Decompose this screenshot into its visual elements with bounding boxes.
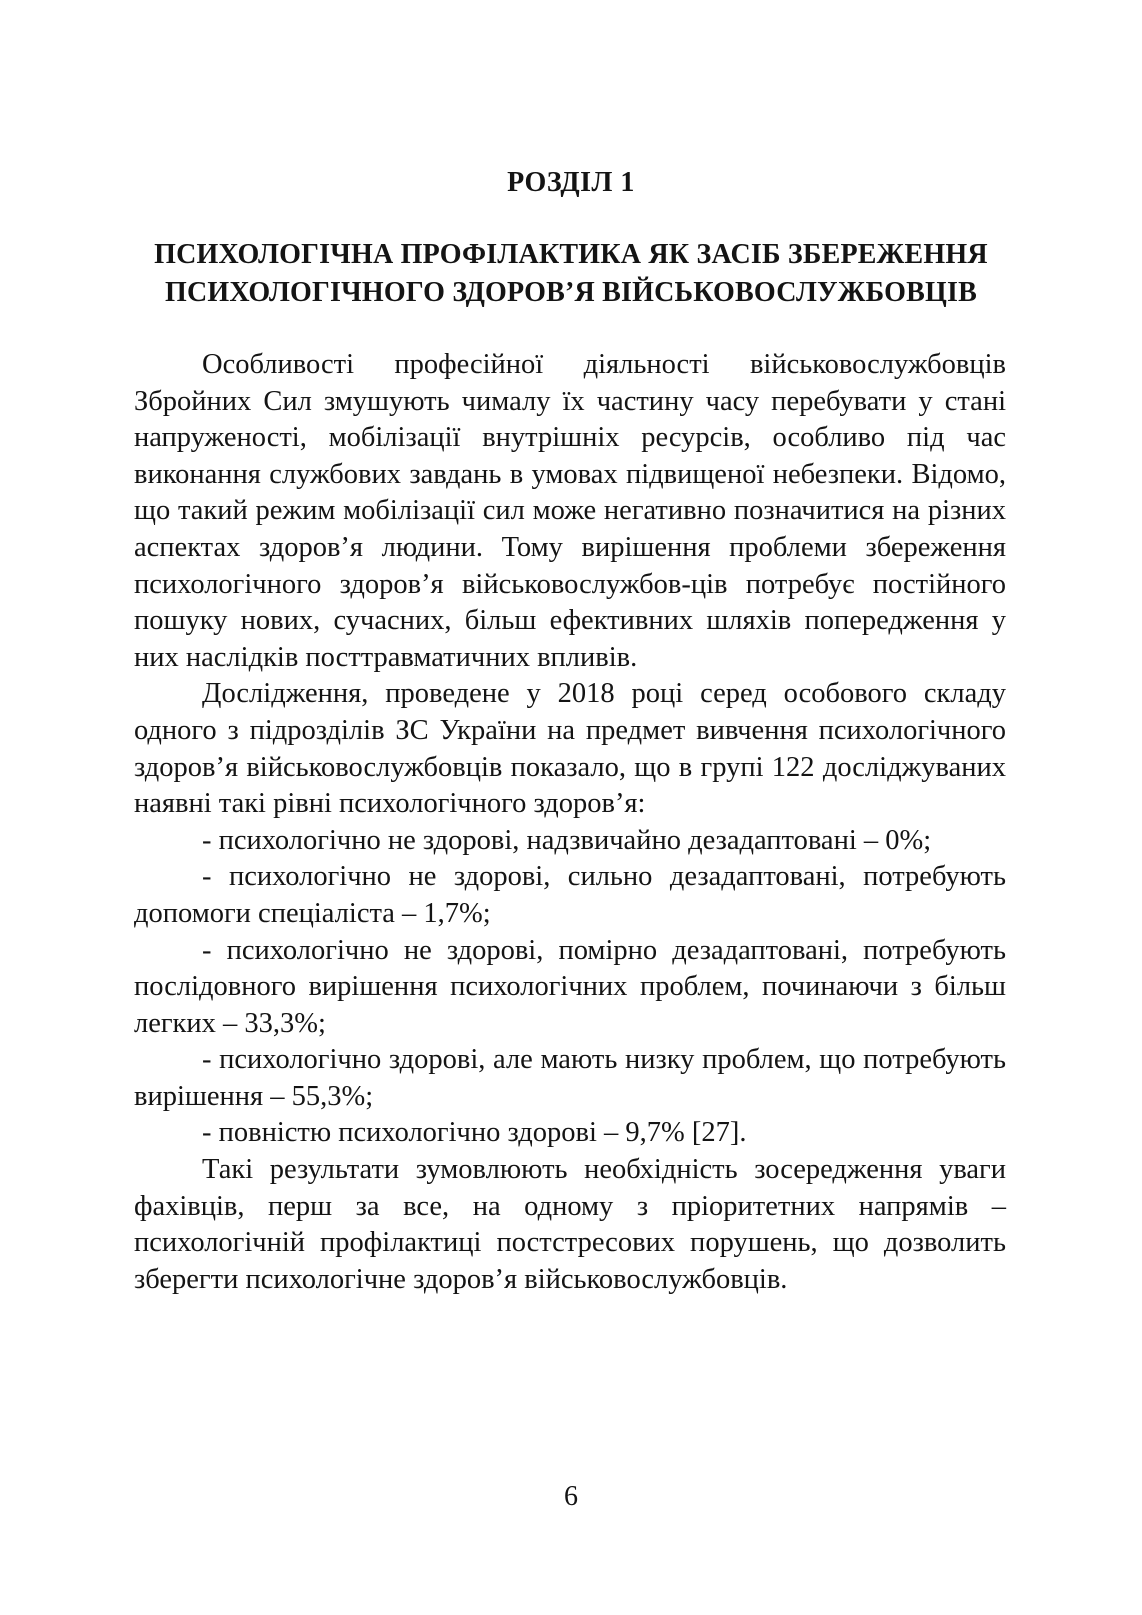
- chapter-title: [120, 236, 1022, 312]
- section-label: РОЗДІЛ 1: [507, 167, 635, 198]
- list-item: - психологічно здорові, але мають низку проблем, що потребують вирішення – 55,3%;: [134, 1044, 1006, 1112]
- paragraph-conclusion: Такі результати зумовлюють необхідність зосередження уваги фахівців, перш за все, на одному з пріоритетних напрямів – психологічній профілактиці постстресових порушень, що дозволить зберегти психологічне здоров’я військовослужбовців.: [134, 1154, 1006, 1295]
- body-text: [134, 347, 1006, 1298]
- paragraph-intro: Особливості професійної діяльності військовослужбовців Збройних Сил змушують чималу їх частину часу перебувати у стані напруженості, мобілізації внутрішніх ресурсів, особливо під час виконання службових завдань в умовах підвищеної небезпеки. Відомо, що такий режим мобілізації сил може негативно позначитися на різних аспектах здоров’я людини. Тому вирішення проблеми збереження психологічного здоров’я військовослужбов-ців потребує постійного пошуку нових, сучасних, більш ефективних шляхів попередження у них наслідків посттравматичних впливів.: [134, 349, 1006, 673]
- list-item: - психологічно не здорові, помірно дезадаптовані, потребують послідовного вирішення психологічних проблем, починаючи з більш легких – 33,3%;: [134, 934, 1006, 1039]
- list-item: - психологічно не здорові, надзвичайно дезадаптовані – 0%;: [202, 824, 932, 856]
- paragraph-study: Дослідження, проведене у 2018 році серед особового складу одного з підрозділів ЗС України на предмет вивчення психологічного здоров’я військовослужбовців показало, що в групі 122 досліджуваних наявні такі рівні психологічного здоров’я:: [134, 678, 1006, 820]
- chapter-title-line-1: ПСИХОЛОГІЧНА ПРОФІЛАКТИКА ЯК ЗАСІБ ЗБЕРЕЖЕННЯ: [154, 239, 988, 270]
- chapter-title-line-2: ПСИХОЛОГІЧНОГО ЗДОРОВ’Я ВІЙСЬКОВОСЛУЖБОВЦІВ: [165, 277, 977, 308]
- list-item: - психологічно не здорові, сильно дезадаптовані, потребують допомоги спеціаліста – 1,7%;: [134, 861, 1006, 929]
- list-item: - повністю психологічно здорові – 9,7% [27].: [202, 1117, 747, 1149]
- page-number: 6: [564, 1481, 578, 1512]
